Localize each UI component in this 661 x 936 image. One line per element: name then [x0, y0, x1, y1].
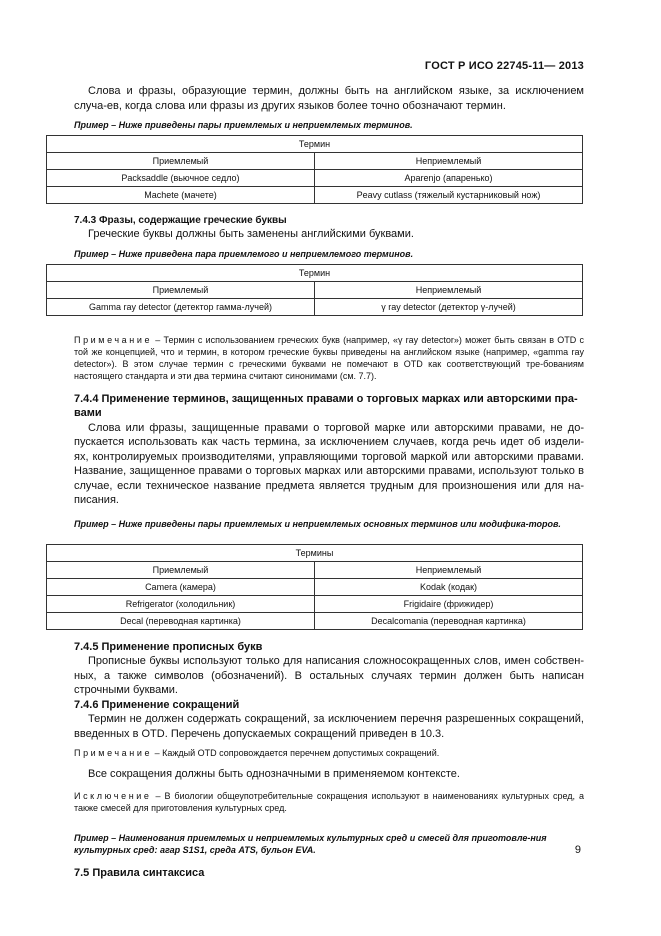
- section-heading-7-4-5: 7.4.5 Применение прописных букв: [74, 640, 263, 653]
- example-caption-4: Пример – Наименования приемлемых и неприемлемых культурных сред и смесей для приготовле-ния культурных сред: агар S1S1, среда ATS, бульон EVA.: [74, 832, 547, 855]
- note-label: Примечание: [74, 334, 153, 345]
- column-header-unacceptable: Неприемлемый: [315, 153, 583, 170]
- table-cell: Camera (камера): [47, 578, 315, 595]
- note-text: – Термин с использованием греческих букв (например, «γ ray detector») может быть связан в OTD с той же концепцией, что и термин, в котором греческие буквы приведены на английском языке (например, «gamma ray detector»). В этом случае термин с греческими буквами не помечают в OTD как соответствующий тре-бованиям настоящего стандарта и эти два термина считают синонимами (см. 7.7).: [74, 334, 584, 381]
- table-cell: Decal (переводная картинка): [47, 612, 315, 629]
- exception-label: Исключение: [74, 790, 152, 801]
- note-label: Примечание: [74, 748, 153, 758]
- intro-paragraph: Слова и фразы, образующие термин, должны быть на английском языке, за исключением случа-ев, когда слова или фразы из других языков более точно обозначают термин.: [74, 85, 584, 112]
- terms-table-3: [46, 544, 583, 630]
- column-header-acceptable: Приемлемый: [47, 281, 315, 298]
- section-7-4-6-paragraph: Термин не должен содержать сокращений, за исключением перечня разрешенных сокращений, введенных в OTD. Перечень допускаемых сокращений приведен в 10.3.: [74, 713, 584, 740]
- section-7-4-3-paragraph: Греческие буквы должны быть заменены английскими буквами.: [88, 228, 414, 240]
- section-heading-7-4-3: 7.4.3 Фразы, содержащие греческие буквы: [74, 215, 287, 226]
- table-cell: Aparenjo (апаренько): [315, 170, 583, 187]
- table-row: [47, 612, 583, 629]
- note-abbreviations: [74, 747, 584, 759]
- table-title: Термин: [47, 264, 583, 281]
- note-text: – Каждый OTD сопровождается перечнем допустимых сокращений.: [152, 748, 440, 758]
- section-heading-7-5: 7.5 Правила синтаксиса: [74, 866, 205, 879]
- section-7-4-5-paragraph: Прописные буквы используют только для написания сложносокращенных слов, имен собствен-ных, а также символов (обозначений). В остальных случаях термин должен быть написан строчными буквами.: [74, 655, 584, 696]
- table-cell: Peavy cutlass (тяжелый кустарниковый нож): [315, 187, 583, 204]
- table-cell: Packsaddle (вьючное седло): [47, 170, 315, 187]
- example-caption-2: Пример – Ниже приведена пара приемлемого и неприемлемого терминов.: [74, 248, 414, 259]
- page-content: [74, 84, 584, 880]
- column-header-unacceptable: Неприемлемый: [315, 281, 583, 298]
- page-number: 9: [574, 844, 581, 856]
- section-heading-7-4-4: 7.4.4 Применение терминов, защищенных правами о торговых марках или авторскими пра-вами: [74, 392, 578, 419]
- table-cell: Machete (мачете): [47, 187, 315, 204]
- table-row: [47, 170, 583, 187]
- terms-table-1: [46, 135, 583, 204]
- table-row: [47, 298, 583, 315]
- note-greek-letters: [74, 334, 584, 382]
- table-row: [47, 187, 583, 204]
- table-row: [47, 595, 583, 612]
- table-cell: Refrigerator (холодильник): [47, 595, 315, 612]
- section-7-4-4-paragraph: Слова или фразы, защищенные правами о торговой марке или авторскими правами, не до-пускается использовать как часть термина, за исключением случаев, когда речь идет об издели-ях, контролируемых производителями, управляющими торговой маркой или авторскими правами. Название, защищенное правами о торговых марках или авторскими правами, используют только в случае, если техническое название предмета является трудным для произношения или для на-писания.: [74, 421, 584, 506]
- table-cell: γ ray detector (детектор γ-лучей): [315, 298, 583, 315]
- table-cell: Decalcomania (переводная картинка): [315, 612, 583, 629]
- table-cell: Kodak (кодак): [315, 578, 583, 595]
- column-header-unacceptable: Неприемлемый: [315, 561, 583, 578]
- table-title: Термин: [47, 136, 583, 153]
- table-cell: Gamma ray detector (детектор гамма-лучей): [47, 298, 315, 315]
- example-caption-1: Пример – Ниже приведены пары приемлемых и неприемлемых терминов.: [74, 120, 413, 130]
- column-header-acceptable: Приемлемый: [47, 561, 315, 578]
- example-caption-3: Пример – Ниже приведены пары приемлемых и неприемлемых основных терминов или модифика-торов.: [74, 518, 561, 529]
- document-code-header: ГОСТ Р ИСО 22745-11— 2013: [424, 60, 584, 72]
- table-cell: Frigidaire (фрижидер): [315, 595, 583, 612]
- terms-table-2: [46, 264, 583, 316]
- column-header-acceptable: Приемлемый: [47, 153, 315, 170]
- table-title: Термины: [47, 544, 583, 561]
- section-7-4-6-paragraph-2: Все сокращения должны быть однозначными в применяемом контексте.: [88, 768, 460, 780]
- exception-note: [74, 790, 584, 814]
- table-row: [47, 578, 583, 595]
- section-heading-7-4-6: 7.4.6 Применение сокращений: [74, 698, 240, 711]
- exception-text: – В биологии общеупотребительные сокращения используют в наименованиях культурных сред, а также смесей для приготовления культурных сред.: [74, 790, 584, 813]
